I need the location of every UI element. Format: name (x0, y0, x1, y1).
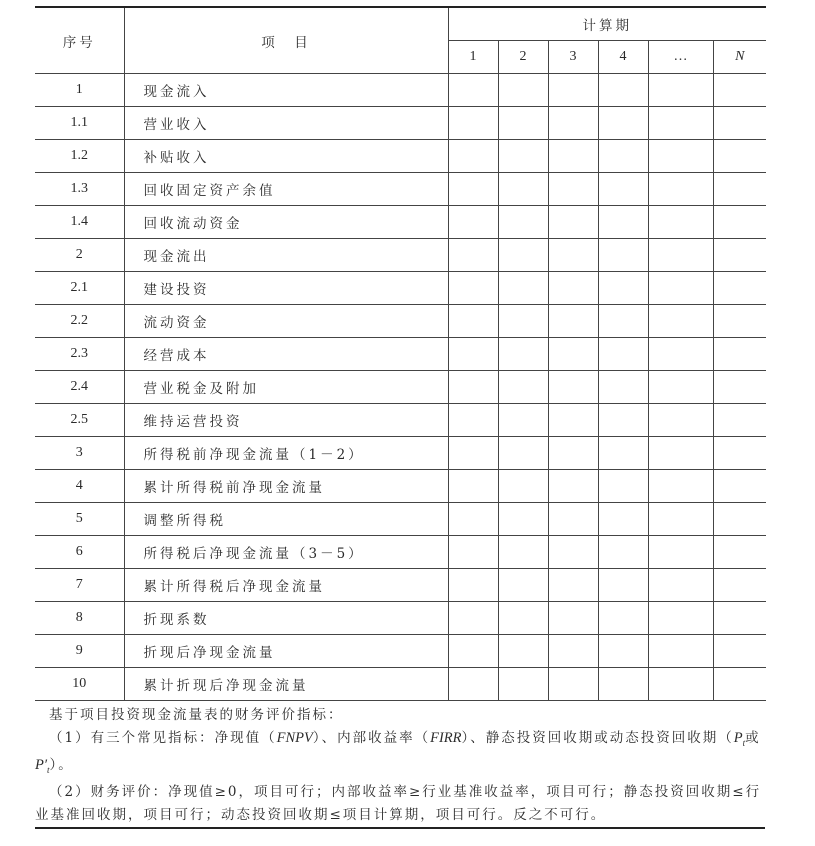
row-seq: 2.3 (35, 338, 124, 371)
period-cell (548, 470, 598, 503)
period-cell (598, 206, 648, 239)
period-cell (598, 602, 648, 635)
period-cell (498, 470, 548, 503)
notes-item-1 (35, 727, 765, 782)
period-cell (598, 503, 648, 536)
table-row (35, 371, 766, 404)
period-cell (648, 272, 713, 305)
period-cell (648, 503, 713, 536)
row-seq: 9 (35, 635, 124, 668)
table-row (35, 173, 766, 206)
row-item: 营业收入 (124, 107, 448, 140)
firr-term: FIRR (430, 729, 462, 746)
row-seq: 7 (35, 569, 124, 602)
pt-term (734, 730, 745, 746)
period-cell (648, 74, 713, 107)
period-cell (713, 305, 766, 338)
row-item: 累计折现后净现金流量 (124, 668, 448, 701)
period-cell (713, 404, 766, 437)
header-period-4: 4 (598, 41, 648, 74)
row-seq: 1.3 (35, 173, 124, 206)
row-seq: 5 (35, 503, 124, 536)
period-cell (498, 536, 548, 569)
table-row (35, 635, 766, 668)
period-cell (648, 305, 713, 338)
period-cell (448, 668, 498, 701)
period-cell (648, 107, 713, 140)
period-cell (548, 272, 598, 305)
period-cell (713, 239, 766, 272)
period-cell (713, 470, 766, 503)
period-cell (498, 371, 548, 404)
row-seq: 1 (35, 74, 124, 107)
table-row (35, 272, 766, 305)
period-cell (713, 569, 766, 602)
period-cell (713, 635, 766, 668)
header-seq: 序号 (35, 7, 124, 74)
row-item: 经营成本 (124, 338, 448, 371)
period-cell (598, 371, 648, 404)
period-cell (448, 239, 498, 272)
period-cell (498, 338, 548, 371)
notes-item-1-mid2: ）、静态投资回收期或动态投资回收期（ (461, 729, 734, 746)
period-cell (498, 305, 548, 338)
period-cell (713, 338, 766, 371)
row-seq: 2 (35, 239, 124, 272)
period-cell (448, 305, 498, 338)
period-cell (498, 140, 548, 173)
period-cell (648, 404, 713, 437)
table-row (35, 602, 766, 635)
row-seq: 4 (35, 470, 124, 503)
period-cell (548, 140, 598, 173)
period-cell (448, 602, 498, 635)
table-row (35, 140, 766, 173)
period-cell (598, 437, 648, 470)
header-item: 项 目 (124, 7, 448, 74)
period-cell (448, 404, 498, 437)
period-cell (548, 404, 598, 437)
period-cell (448, 635, 498, 668)
period-cell (713, 668, 766, 701)
period-cell (713, 74, 766, 107)
period-cell (713, 503, 766, 536)
notes-item-1-mid1: ）、内部收益率（ (312, 729, 431, 746)
pt-symbol: P (733, 729, 743, 746)
period-cell (648, 668, 713, 701)
header-period-ellipsis: … (648, 41, 713, 74)
row-item: 所得税前净现金流量（1－2） (124, 437, 448, 470)
period-cell (648, 140, 713, 173)
period-cell (548, 668, 598, 701)
header-period-3: 3 (548, 41, 598, 74)
row-item: 现金流入 (124, 74, 448, 107)
row-item: 建设投资 (124, 272, 448, 305)
period-cell (713, 206, 766, 239)
notes-intro: 基于项目投资现金流量表的财务评价指标： (49, 707, 344, 723)
period-cell (448, 503, 498, 536)
row-seq: 8 (35, 602, 124, 635)
period-cell (548, 173, 598, 206)
period-cell (548, 602, 598, 635)
pt-prime-symbol: P′ (35, 756, 48, 773)
row-seq: 10 (35, 668, 124, 701)
row-item: 维持运营投资 (124, 404, 448, 437)
table-row (35, 404, 766, 437)
period-cell (598, 536, 648, 569)
period-cell (448, 371, 498, 404)
period-cell (598, 404, 648, 437)
period-cell (548, 338, 598, 371)
period-cell (713, 602, 766, 635)
row-seq: 1.1 (35, 107, 124, 140)
row-seq: 3 (35, 437, 124, 470)
period-cell (598, 272, 648, 305)
period-cell (648, 470, 713, 503)
period-cell (498, 173, 548, 206)
row-item: 累计所得税前净现金流量 (124, 470, 448, 503)
period-cell (498, 206, 548, 239)
period-cell (713, 173, 766, 206)
period-cell (448, 74, 498, 107)
row-item: 补贴收入 (124, 140, 448, 173)
period-cell (548, 74, 598, 107)
period-cell (548, 107, 598, 140)
row-item: 回收固定资产余值 (124, 173, 448, 206)
table-row (35, 569, 766, 602)
period-cell (548, 305, 598, 338)
period-cell (598, 173, 648, 206)
period-cell (498, 602, 548, 635)
table-row (35, 470, 766, 503)
period-cell (648, 635, 713, 668)
period-cell (598, 668, 648, 701)
table-row (35, 74, 766, 107)
row-seq: 6 (35, 536, 124, 569)
period-cell (548, 437, 598, 470)
period-cell (448, 107, 498, 140)
table-row (35, 239, 766, 272)
period-cell (448, 173, 498, 206)
period-cell (648, 602, 713, 635)
period-cell (448, 140, 498, 173)
period-cell (498, 404, 548, 437)
notes-item-1-suffix: ）。 (49, 756, 74, 773)
period-cell (598, 305, 648, 338)
period-cell (448, 206, 498, 239)
cash-flow-table (35, 6, 766, 701)
period-cell (548, 371, 598, 404)
period-cell (548, 536, 598, 569)
period-cell (548, 206, 598, 239)
table-row (35, 668, 766, 701)
table-row (35, 338, 766, 371)
table-row (35, 536, 766, 569)
period-cell (448, 338, 498, 371)
period-cell (448, 536, 498, 569)
period-cell (648, 239, 713, 272)
period-cell (598, 74, 648, 107)
period-cell (548, 635, 598, 668)
period-cell (498, 668, 548, 701)
period-cell (648, 206, 713, 239)
period-cell (648, 437, 713, 470)
row-item: 营业税金及附加 (124, 371, 448, 404)
table-row (35, 206, 766, 239)
row-seq: 2.5 (35, 404, 124, 437)
period-cell (713, 437, 766, 470)
row-item: 累计所得税后净现金流量 (124, 569, 448, 602)
pt-prime-subscript: t (47, 764, 50, 775)
row-seq: 2.1 (35, 272, 124, 305)
period-cell (648, 371, 713, 404)
period-cell (448, 437, 498, 470)
period-cell (548, 239, 598, 272)
pt-subscript: t (742, 737, 746, 748)
period-cell (713, 107, 766, 140)
row-item: 现金流出 (124, 239, 448, 272)
period-cell (713, 140, 766, 173)
row-seq: 1.4 (35, 206, 124, 239)
period-cell (498, 569, 548, 602)
period-cell (448, 470, 498, 503)
period-cell (498, 503, 548, 536)
notes-or: 或 (745, 729, 761, 746)
period-cell (498, 239, 548, 272)
table-row (35, 305, 766, 338)
period-cell (713, 272, 766, 305)
period-cell (498, 107, 548, 140)
period-cell (498, 74, 548, 107)
period-cell (598, 107, 648, 140)
row-item: 回收流动资金 (124, 206, 448, 239)
period-cell (648, 536, 713, 569)
period-cell (498, 437, 548, 470)
period-cell (648, 569, 713, 602)
row-seq: 2.4 (35, 371, 124, 404)
period-cell (598, 239, 648, 272)
header-period-1: 1 (448, 41, 498, 74)
table-row (35, 503, 766, 536)
period-cell (598, 140, 648, 173)
fnpv-term: FNPV (276, 729, 313, 746)
table-row (35, 107, 766, 140)
period-cell (598, 569, 648, 602)
period-cell (598, 635, 648, 668)
period-cell (498, 635, 548, 668)
cash-flow-table-container (35, 6, 765, 701)
notes-item-1-prefix: （1）有三个常见指标：净现值（ (49, 729, 277, 746)
row-item: 调整所得税 (124, 503, 448, 536)
period-cell (448, 569, 498, 602)
period-cell (713, 536, 766, 569)
header-period-group: 计算期 (448, 7, 766, 41)
pt-prime-term (35, 757, 50, 773)
period-cell (713, 371, 766, 404)
bottom-rule-divider (35, 827, 765, 829)
header-period-2: 2 (498, 41, 548, 74)
table-body (35, 74, 766, 701)
period-cell (598, 338, 648, 371)
period-cell (548, 503, 598, 536)
notes-item-2: （2）财务评价：净现值≥0，项目可行；内部收益率≥行业基准收益率，项目可行；静态投资回收期≤行业基准回收期，项目可行；动态投资回收期≤项目计算期，项目可行。反之不可行。 (35, 784, 762, 823)
header-period-n: N (713, 41, 766, 74)
period-cell (648, 338, 713, 371)
period-cell (648, 173, 713, 206)
period-cell (498, 272, 548, 305)
period-cell (548, 569, 598, 602)
row-item: 折现后净现金流量 (124, 635, 448, 668)
row-item: 所得税后净现金流量（3－5） (124, 536, 448, 569)
period-cell (598, 470, 648, 503)
row-seq: 2.2 (35, 305, 124, 338)
row-seq: 1.2 (35, 140, 124, 173)
row-item: 折现系数 (124, 602, 448, 635)
row-item: 流动资金 (124, 305, 448, 338)
table-row (35, 437, 766, 470)
period-cell (448, 272, 498, 305)
notes-section (35, 704, 765, 826)
